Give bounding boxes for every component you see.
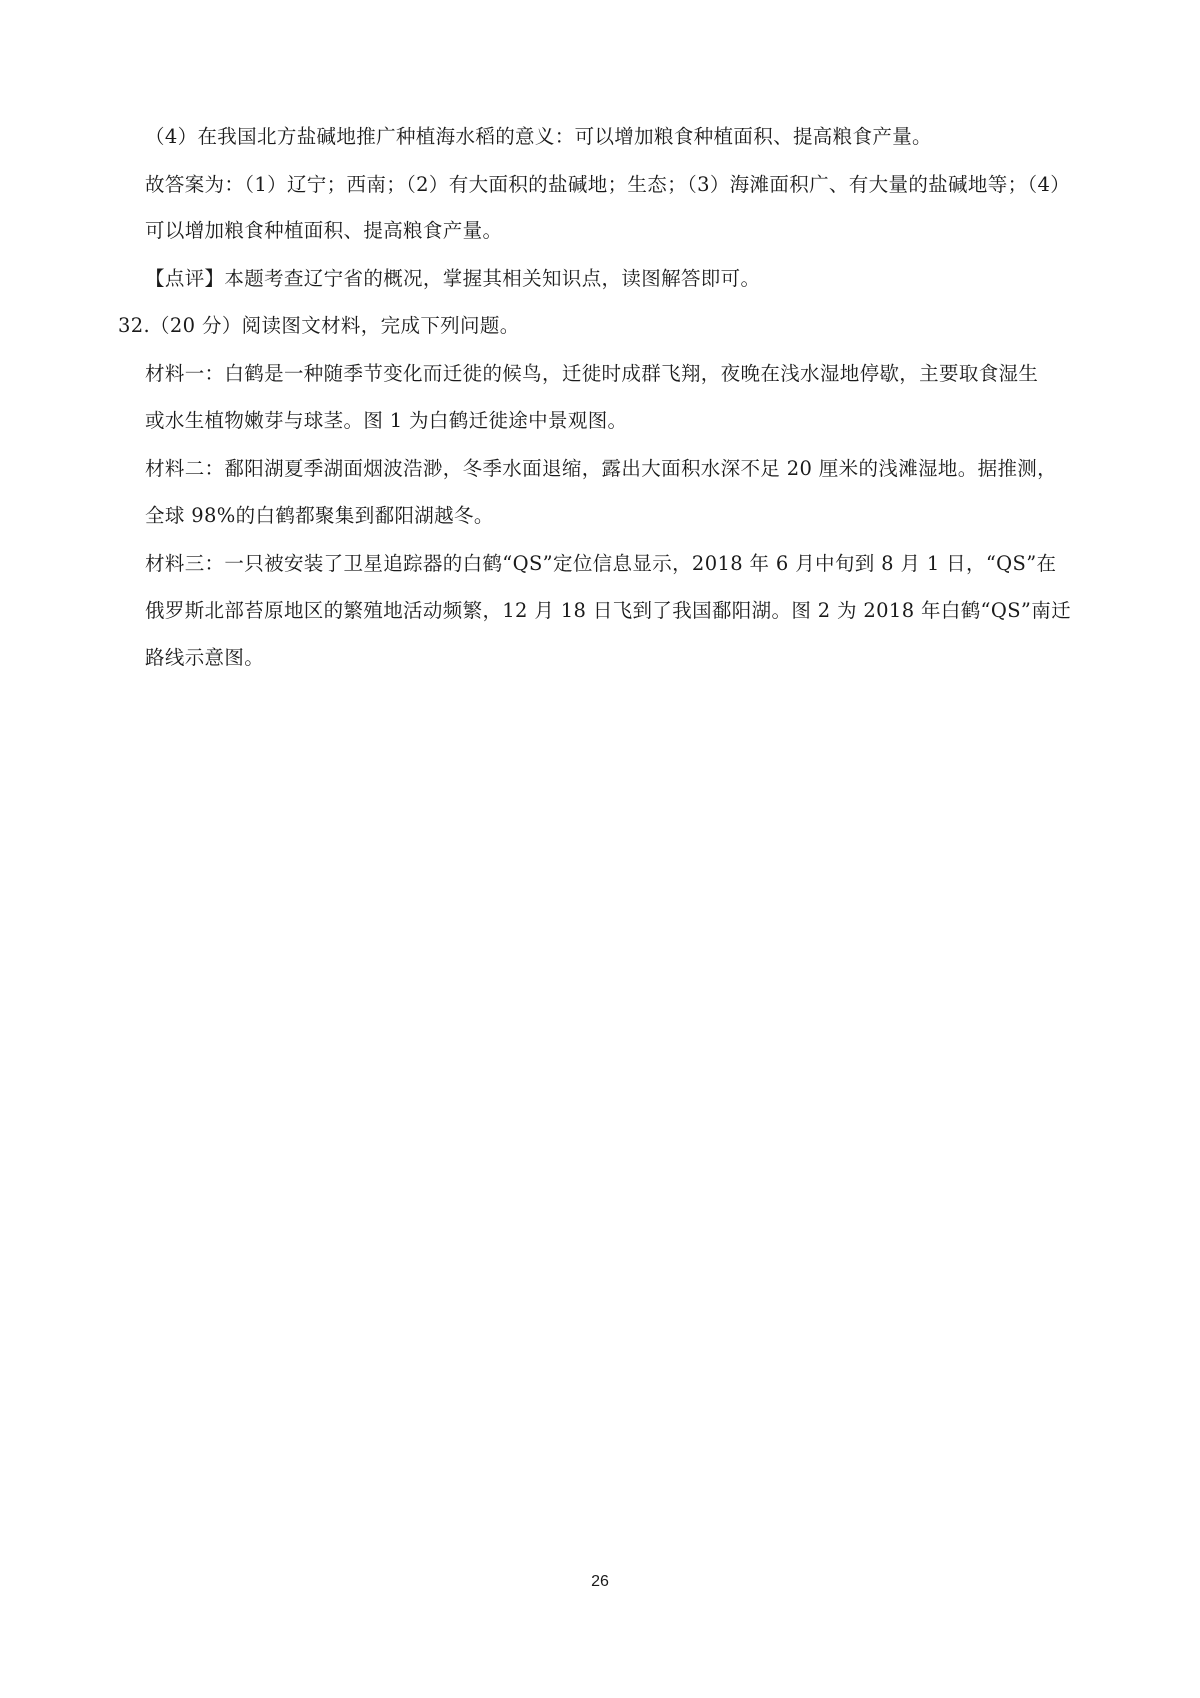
page-number: 26 bbox=[591, 1573, 609, 1590]
comment-line: 【点评】本题考查辽宁省的概况，掌握其相关知识点，读图解答即可。 bbox=[145, 267, 761, 290]
material-3-line-2: 俄罗斯北部苔原地区的繁殖地活动频繁，12 月 18 日飞到了我国鄱阳湖。图 2 为 2018 年白鹤“QS”南迁 bbox=[145, 599, 1071, 622]
material-1-line-1: 材料一：白鹤是一种随季节变化而迁徙的候鸟，迁徙时成群飞翔，夜晚在浅水湿地停歇，主要取食湿生 bbox=[145, 362, 1039, 385]
material-2-line-1: 材料二：鄱阳湖夏季湖面烟波浩渺，冬季水面退缩，露出大面积水深不足 20 厘米的浅滩湿地。据推测， bbox=[145, 457, 1058, 480]
answer-summary-line-2: 可以增加粮食种植面积、提高粮食产量。 bbox=[145, 219, 503, 242]
material-3-line-3: 路线示意图。 bbox=[145, 646, 265, 669]
material-2-line-2: 全球 98%的白鹤都聚集到鄱阳湖越冬。 bbox=[145, 504, 494, 527]
material-3-line-1: 材料三：一只被安装了卫星追踪器的白鹤“QS”定位信息显示，2018 年 6 月中旬到 8 月 1 日，“QS”在 bbox=[145, 552, 1057, 575]
material-1-line-2: 或水生植物嫩芽与球茎。图 1 为白鹤迁徙途中景观图。 bbox=[145, 409, 628, 432]
answer-summary-line-1: 故答案为：（1）辽宁；西南；（2）有大面积的盐碱地；生态；（3）海滩面积广、有大量的盐碱地等；（4） bbox=[145, 173, 1071, 196]
question-32-heading: 32.（20 分）阅读图文材料，完成下列问题。 bbox=[118, 314, 520, 337]
answer-part-4: （4）在我国北方盐碱地推广种植海水稻的意义：可以增加粮食种植面积、提高粮食产量。 bbox=[145, 125, 932, 148]
